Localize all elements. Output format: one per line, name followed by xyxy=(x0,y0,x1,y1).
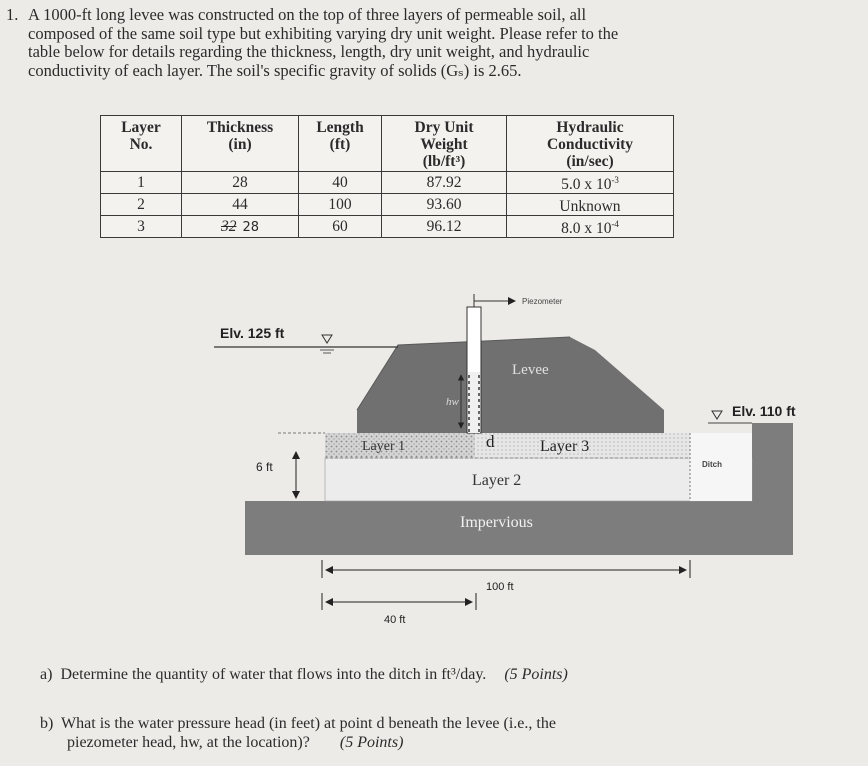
problem-line: composed of the same soil type but exhibiting varying dry unit weight. Please refer to the xyxy=(28,23,619,43)
question-b: b) What is the water pressure head (in feet) at point d beneath the levee (i.e., the piezometer head, hw, at the location)? (5 Points) xyxy=(40,715,556,751)
header-layer: Layer No. xyxy=(101,116,182,172)
problem-line: conductivity of each layer. The soil's specific gravity of solids (Gₛ) is 2.65. xyxy=(28,60,522,80)
problem-number: 1. xyxy=(6,5,19,24)
cell-layer: 3 xyxy=(101,216,182,238)
cell-dry-unit-weight: 93.60 xyxy=(382,194,507,216)
cell-thickness: 28 xyxy=(182,172,299,194)
header-dry-unit-weight: Dry Unit Weight (lb/ft³) xyxy=(382,116,507,172)
water-level-icon xyxy=(712,411,722,419)
cell-conductivity: 5.0 x $10^{-3}$ xyxy=(507,172,674,194)
cell-length: 60 xyxy=(299,216,382,238)
cell-conductivity: 8.0 x $10^{-4}$ xyxy=(507,216,674,238)
dimension-40ft-label: 40 ft xyxy=(384,614,406,626)
header-thickness: Thickness (in) xyxy=(182,116,299,172)
point-d-label: d xyxy=(486,432,495,451)
header-length: Length (ft) xyxy=(299,116,382,172)
problem-line: table below for details regarding the thickness, length, dry unit weight, and hydraulic xyxy=(28,42,590,61)
dimension-100ft-label: 100 ft xyxy=(486,581,514,593)
question-points: (5 Points) xyxy=(504,666,568,683)
question-a: a) Determine the quantity of water that flows into the ditch in ft³/day. (5 Points) xyxy=(40,666,568,683)
hw-label: hw xyxy=(446,396,459,408)
levee-label: Levee xyxy=(512,362,549,378)
ditch-wall xyxy=(752,423,793,503)
cell-conductivity: Unknown xyxy=(507,194,674,216)
question-points: (5 Points) xyxy=(339,734,404,751)
cell-length: 40 xyxy=(299,172,382,194)
water-level-icon xyxy=(322,335,332,343)
cell-dry-unit-weight: 87.92 xyxy=(382,172,507,194)
piezometer-label: Piezometer xyxy=(522,297,563,306)
ditch-label: Ditch xyxy=(702,460,722,469)
cell-length: 100 xyxy=(299,194,382,216)
elevation-right-label: Elv. 110 ft xyxy=(732,403,796,419)
levee xyxy=(357,337,664,433)
cell-thickness: 32 28 xyxy=(182,216,299,238)
header-hydraulic-conductivity: Hydraulic Conductivity (in/sec) xyxy=(507,116,674,172)
cell-layer: 2 xyxy=(101,194,182,216)
layer3-label: Layer 3 xyxy=(540,438,590,455)
cell-layer: 1 xyxy=(101,172,182,194)
layer2-label: Layer 2 xyxy=(472,472,522,489)
impervious-label: Impervious xyxy=(460,514,533,531)
cell-thickness: 44 xyxy=(182,194,299,216)
layer-2 xyxy=(325,458,752,501)
depth-label: 6 ft xyxy=(256,460,273,474)
layer1-label: Layer 1 xyxy=(362,439,406,454)
elevation-left-label: Elv. 125 ft xyxy=(220,325,285,341)
problem-line: A 1000-ft long levee was constructed on the top of three layers of permeable soil, all xyxy=(28,5,587,24)
cell-dry-unit-weight: 96.12 xyxy=(382,216,507,238)
